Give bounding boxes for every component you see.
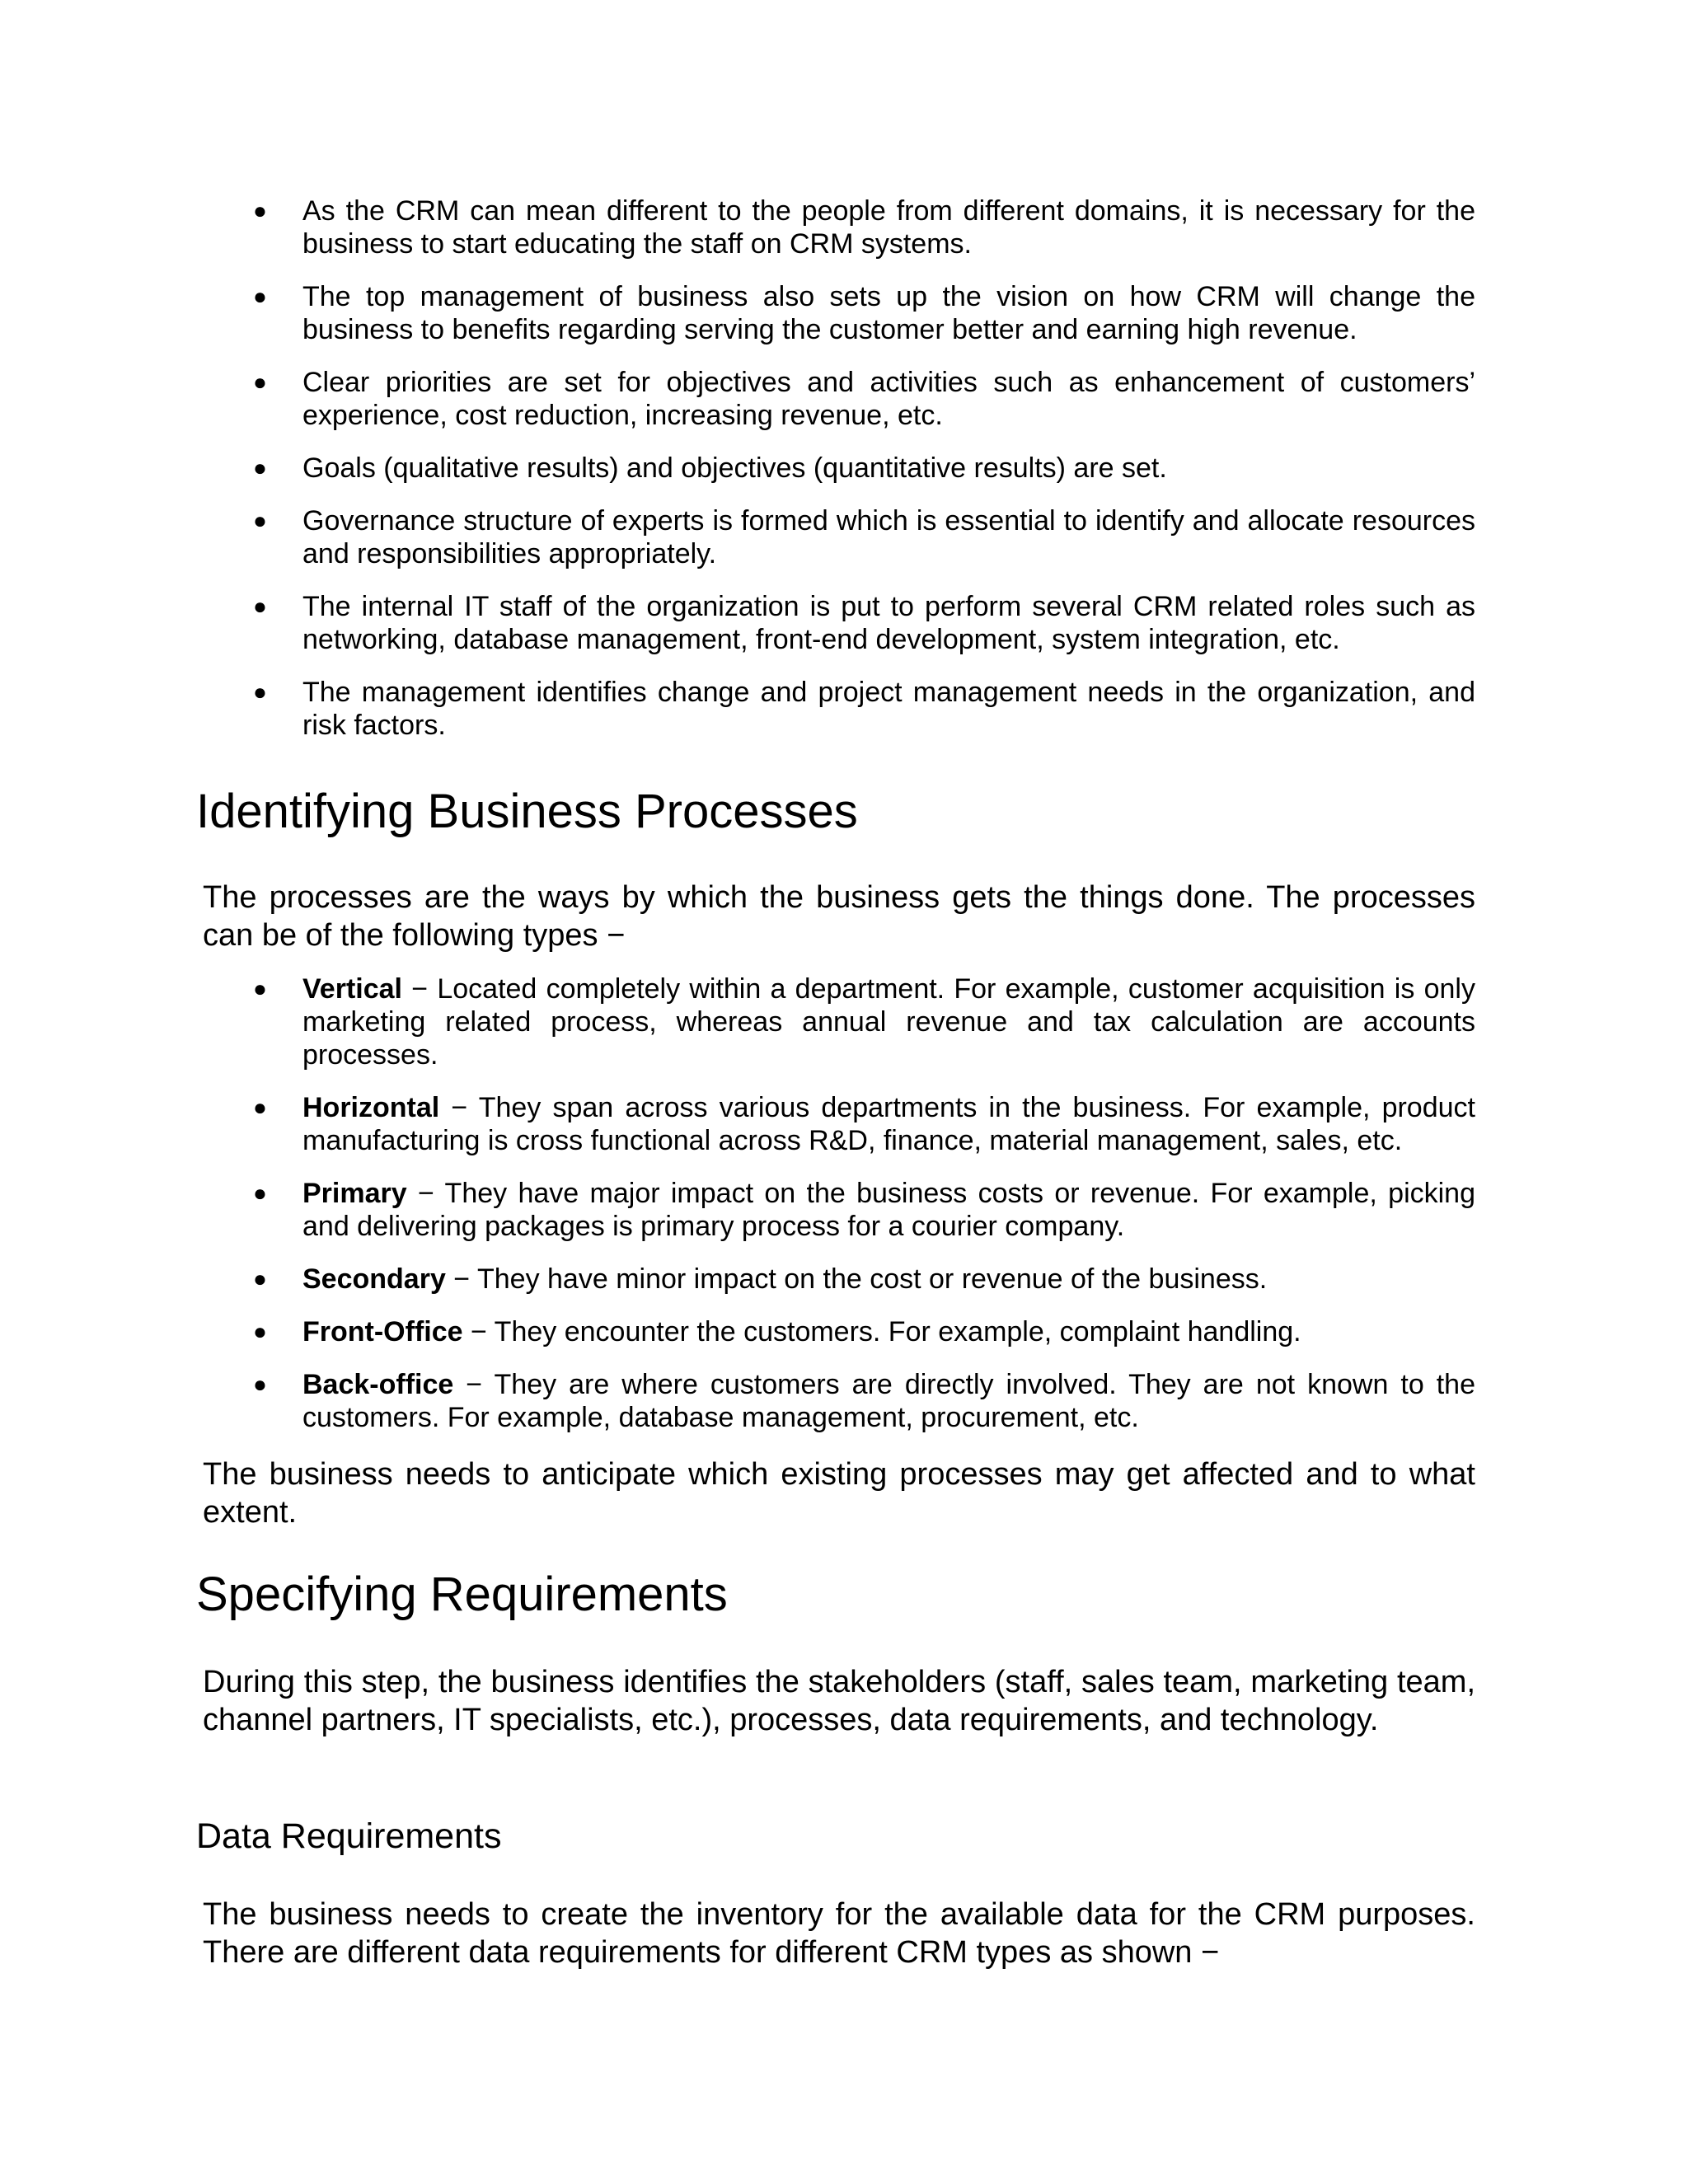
process-type-term: Vertical: [302, 973, 402, 1005]
list-item: [253, 1315, 1475, 1348]
process-type-term: Front-Office: [302, 1316, 463, 1347]
list-item-text: The management identifies change and project management needs in the organization, and risk factors.: [302, 677, 1475, 741]
list-item-text: Goals (qualitative results) and objectives (quantitative results) are set.: [302, 452, 1167, 484]
process-type-desc: − They have minor impact on the cost or revenue of the business.: [445, 1263, 1268, 1295]
section-heading-specifying-requirements: Specifying Requirements: [196, 1568, 728, 1621]
data-requirements-body: The business needs to create the inventory for the available data for the CRM purposes. There are different data requirements for different CRM types as shown −: [203, 1897, 1475, 1970]
list-item: [253, 1091, 1475, 1157]
list-item: [253, 452, 1475, 485]
list-item-text: As the CRM can mean different to the people from different domains, it is necessary for the business to start educating the staff on CRM systems.: [302, 195, 1475, 260]
process-type-term: Secondary: [302, 1263, 446, 1295]
list-item: [253, 1368, 1475, 1434]
list-item: [253, 676, 1475, 742]
requirements-body: During this step, the business identifies the stakeholders (staff, sales team, marketing team, channel partners, IT specialists, etc.), processes, data requirements, and technology.: [203, 1665, 1475, 1737]
subsection-heading-data-requirements: Data Requirements: [196, 1816, 502, 1856]
bullet-icon: ●: [253, 1180, 267, 1206]
bullet-icon: ●: [253, 679, 267, 705]
bullet-icon: ●: [253, 593, 267, 619]
process-type-desc: − Located completely within a department. For example, customer acquisition is only marketing related process, whereas annual revenue and tax calculation are accounts processes.: [302, 973, 1475, 1071]
process-type-term: Primary: [302, 1178, 407, 1209]
process-types-list: [253, 972, 1475, 1454]
section-heading-business-processes: Identifying Business Processes: [196, 785, 858, 838]
list-item-text: Governance structure of experts is formed which is essential to identify and allocate resources and responsibilities appropriately.: [302, 505, 1475, 569]
bullet-icon: ●: [253, 455, 267, 480]
process-type-desc: − They have major impact on the business costs or revenue. For example, picking and delivering packages is primary process for a courier company.: [302, 1178, 1475, 1242]
bullet-icon: ●: [253, 508, 267, 533]
list-item: [253, 366, 1475, 432]
bullet-icon: ●: [253, 284, 267, 309]
list-item-text: Clear priorities are set for objectives and activities such as enhancement of customers’ experience, cost reduction, increasing revenue, etc.: [302, 367, 1475, 431]
process-type-desc: − They encounter the customers. For example, complaint handling.: [462, 1316, 1301, 1347]
intro-bullet-list: [253, 194, 1475, 762]
list-item-text: The internal IT staff of the organization is put to perform several CRM related roles such as networking, database management, front-end development, system integration, etc.: [302, 591, 1475, 655]
list-item: [253, 280, 1475, 346]
list-item: [253, 504, 1475, 570]
process-type-term: Back-office: [302, 1369, 454, 1400]
business-processes-closing: The business needs to anticipate which existing processes may get affected and to what extent.: [203, 1457, 1475, 1530]
bullet-icon: ●: [253, 369, 267, 395]
bullet-icon: ●: [253, 1094, 267, 1120]
bullet-icon: ●: [253, 976, 267, 1001]
list-item: [253, 194, 1475, 260]
bullet-icon: ●: [253, 1371, 267, 1397]
list-item: [253, 590, 1475, 656]
list-item: [253, 1263, 1475, 1296]
bullet-icon: ●: [253, 1266, 267, 1291]
process-type-term: Horizontal: [302, 1092, 440, 1123]
list-item: [253, 1177, 1475, 1243]
bullet-icon: ●: [253, 1319, 267, 1344]
process-type-desc: − They span across various departments in the business. For example, product manufacturing is cross functional across R&D, finance, material management, sales, etc.: [302, 1092, 1475, 1156]
bullet-icon: ●: [253, 198, 267, 223]
business-processes-intro: The processes are the ways by which the business gets the things done. The processes can be of the following types −: [203, 880, 1475, 953]
list-item: [253, 972, 1475, 1071]
list-item-text: The top management of business also sets up the vision on how CRM will change the business to benefits regarding serving the customer better and earning high revenue.: [302, 281, 1475, 345]
process-type-desc: − They are where customers are directly involved. They are not known to the customers. For example, database management, procurement, etc.: [302, 1369, 1475, 1433]
